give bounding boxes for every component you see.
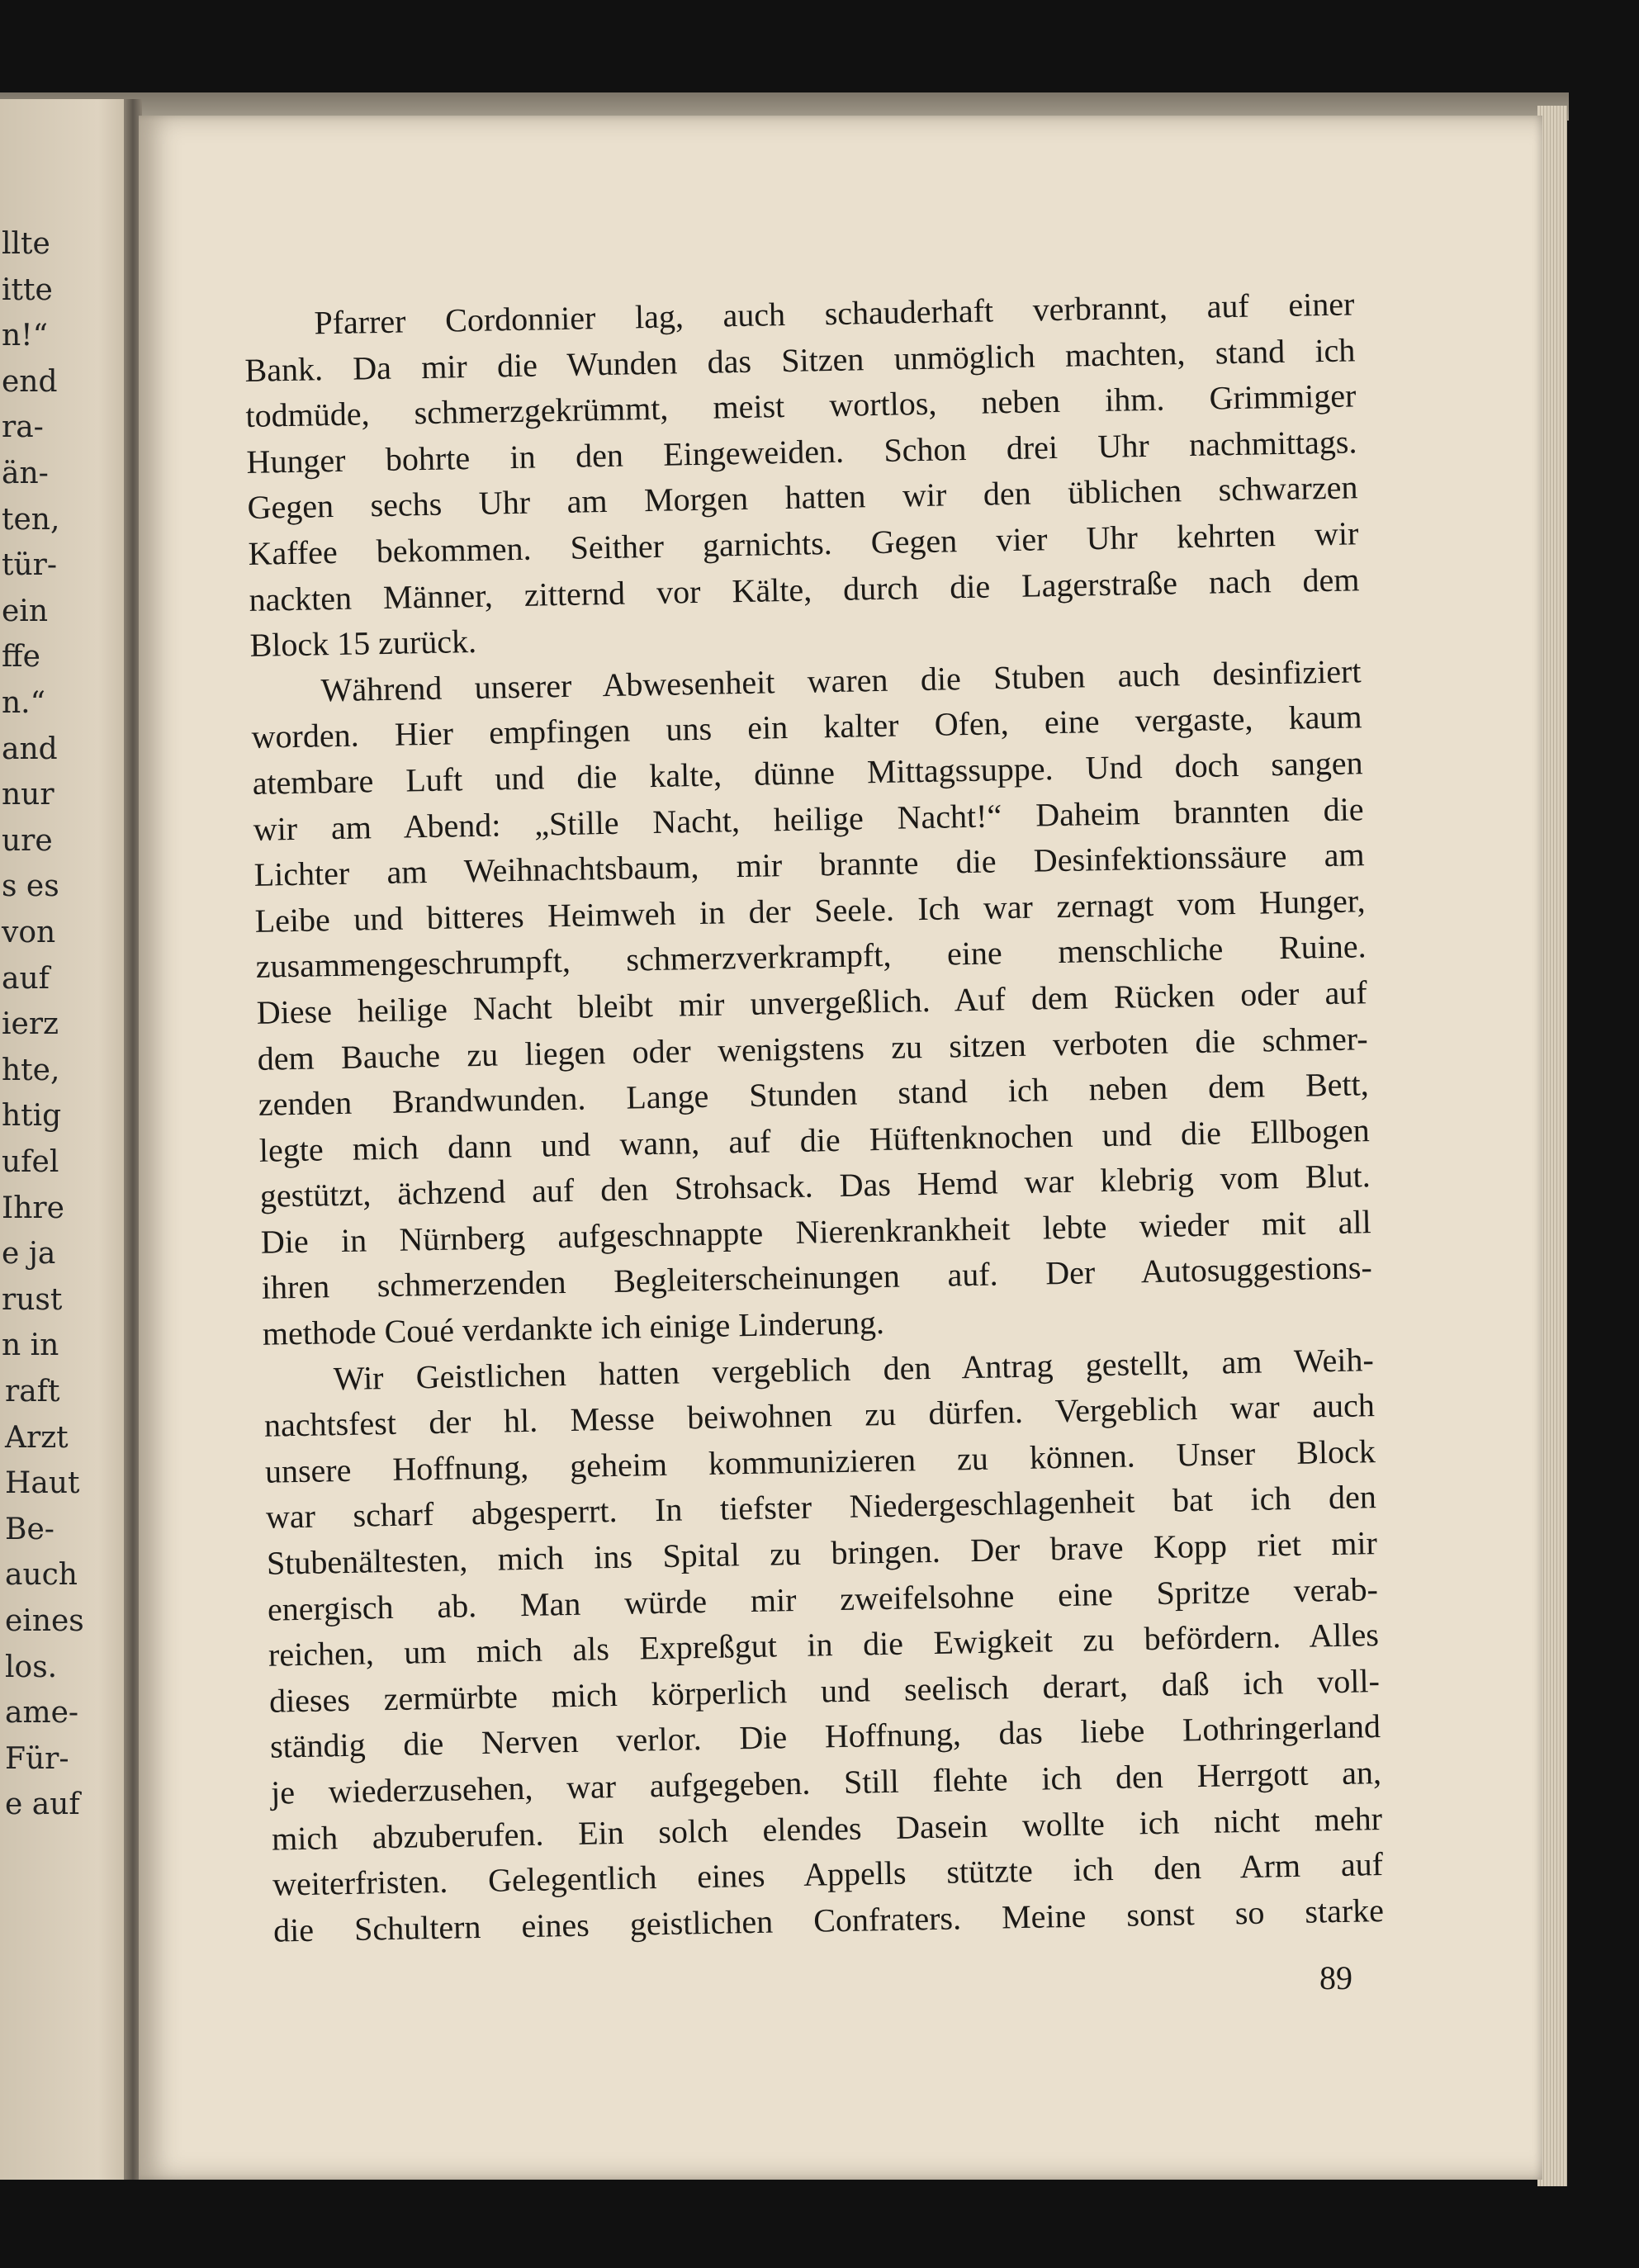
paragraph (263, 1337, 1384, 1953)
left-page-fragment: n in (2, 1328, 59, 1363)
left-page-fragment: ierz (2, 1007, 59, 1042)
left-page-fragment: Arzt (5, 1420, 69, 1455)
text-line: je wiederzusehen, war aufgegeben. Still flehte ich den Herrgott an, (270, 1754, 1382, 1811)
text-line: Hunger bohrte in den Eingeweiden. Schon drei Uhr nachmittags. (246, 423, 1357, 481)
left-page-fragment: Für- (5, 1741, 69, 1776)
left-page (0, 99, 140, 2180)
text-line: todmüde, schmerzgekrümmt, meist wortlos, neben ihm. Grimmiger (245, 376, 1357, 435)
text-line: Wir Geistlichen hatten vergeblich den Antrag gestellt, am Weih- (333, 1340, 1375, 1397)
left-page-fragment: e auf (5, 1787, 80, 1822)
left-page-fragment: Ihre (2, 1191, 64, 1225)
text-line: Gegen sechs Uhr am Morgen hatten wir den üblichen schwarzen (247, 468, 1358, 527)
left-page-fragment: Be- (5, 1512, 54, 1546)
left-page-fragment: Haut (5, 1466, 80, 1501)
text-line: gestützt, ächzend auf den Strohsack. Das Hemd war klebrig vom Blut. (259, 1157, 1371, 1215)
left-page-fragment: nur (2, 778, 54, 812)
paragraph (244, 281, 1361, 668)
left-page-fragment: ein (2, 594, 49, 628)
text-line: Pfarrer Cordonnier lag, auch schauderhaft verbrannt, auf einer (314, 285, 1355, 342)
left-page-fragment: ame- (5, 1696, 79, 1731)
left-page-fragment: ten, (2, 502, 60, 537)
text-line: zenden Brandwunden. Lange Stunden stand ich neben dem Bett, (258, 1065, 1370, 1123)
left-page-fragment: htig (2, 1099, 62, 1134)
text-line: Lichter am Weihnachtsbaum, mir brannte die Desinfektionssäure am (253, 836, 1365, 894)
text-line: Kaffee bekommen. Seither garnichts. Gegen vier Uhr kehrten wir (248, 514, 1359, 572)
left-page-fragment: von (2, 916, 56, 949)
left-page-fragment: auch (5, 1558, 78, 1593)
left-page-fragment: tür- (2, 548, 58, 583)
left-page-fragment: los. (5, 1650, 58, 1684)
text-line: Bank. Da mir die Wunden das Sitzen unmöglich machten, stand ich (244, 330, 1356, 389)
text-line: nackten Männer, zitternd vor Kälte, durch die Lagerstraße nach dem (249, 560, 1360, 618)
left-page-fragment: itte (2, 272, 53, 307)
text-line: war scharf abgesperrt. In tiefster Niedergeschlagenheit bat ich den (265, 1478, 1377, 1536)
text-line: Während unserer Abwesenheit waren die Stuben auch desinfiziert (320, 652, 1362, 709)
text-line: dieses zermürbte mich körperlich und seelisch derart, daß ich voll- (268, 1661, 1381, 1720)
text-line: zusammengeschrumpft, schmerzverkrampft, eine menschliche Ruine. (255, 927, 1367, 986)
left-page-fragment: e ja (2, 1237, 56, 1271)
page-number: 89 (1319, 1959, 1352, 1996)
left-page-fragment: ffe (2, 640, 40, 675)
left-page-fragment: and (2, 732, 58, 766)
text-line: Leibe und bitteres Heimweh in der Seele. Ich war zernagt vom Hunger, (254, 881, 1366, 940)
text-line: mich abzuberufen. Ein solch elendes Dasein wollte ich nicht mehr (271, 1799, 1383, 1858)
left-page-fragment: hte, (2, 1053, 60, 1087)
text-line: dem Bauche zu liegen oder wenigstens zu sitzen verboten die schmer- (257, 1019, 1368, 1077)
left-page-fragment: rust (2, 1282, 63, 1317)
text-line: Die in Nürnberg aufgeschnappte Nierenkrankheit lebte wieder mit all (260, 1203, 1372, 1261)
left-page-fragment: s es (2, 869, 59, 904)
text-line: reichen, um mich als Expreßgut in die Ewigkeit zu befördern. Alles (268, 1616, 1380, 1674)
text-line: atembare Luft und die kalte, dünne Mittagssuppe. Und doch sangen (252, 744, 1363, 802)
left-page-fragment: end (2, 364, 58, 399)
text-line: ihren schmerzenden Begleiterscheinungen auf. Der Autosuggestions- (261, 1248, 1373, 1307)
left-page-fragment: n.“ (2, 686, 46, 720)
left-page-fragment: ure (2, 823, 53, 858)
text-line: Block 15 zurück. (249, 623, 477, 665)
left-page-fragment: n!“ (2, 319, 49, 353)
text-line: Stubenältesten, mich ins Spital zu bringen. Der brave Kopp riet mir (266, 1524, 1378, 1582)
left-page-fragment: än- (2, 457, 49, 490)
text-line: methode Coué verdankte ich einige Linderung. (262, 1304, 885, 1352)
text-line: Diese heilige Nacht bleibt mir unvergeßlich. Auf dem Rücken oder auf (256, 973, 1367, 1031)
text-line: nachtsfest der hl. Messe beiwohnen zu dürfen. Vergeblich war auch (263, 1386, 1376, 1445)
text-line: legte mich dann und wann, auf die Hüftenknochen und die Ellbogen (258, 1110, 1371, 1169)
left-page-fragment: llte (2, 227, 50, 261)
left-page-fragment: raft (5, 1375, 60, 1409)
text-line: wir am Abend: „Stille Nacht, heilige Nacht!“ Daheim brannten die (253, 789, 1364, 848)
paragraph (250, 648, 1373, 1357)
left-page-fragment: ufel (2, 1145, 59, 1179)
page-body-text (244, 281, 1384, 1953)
text-line: unsere Hoffnung, geheim kommunizieren zu können. Unser Block (264, 1432, 1376, 1490)
text-line: die Schultern eines geistlichen Confraters. Meine sonst so starke (272, 1891, 1385, 1949)
left-page-fragment: ra- (2, 410, 44, 445)
text-line: ständig die Nerven verlor. Die Hoffnung, das liebe Lothringerland (269, 1707, 1381, 1766)
text-line: energisch ab. Man würde mir zweifelsohne eine Spritze verab- (267, 1570, 1379, 1628)
left-page-fragment: eines (5, 1604, 84, 1638)
text-line: worden. Hier empfingen uns ein kalter Ofen, eine vergaste, kaum (251, 698, 1362, 756)
text-line: weiterfristen. Gelegentlich eines Appells stützte ich den Arm auf (272, 1845, 1384, 1903)
left-page-fragment: auf (2, 961, 50, 996)
